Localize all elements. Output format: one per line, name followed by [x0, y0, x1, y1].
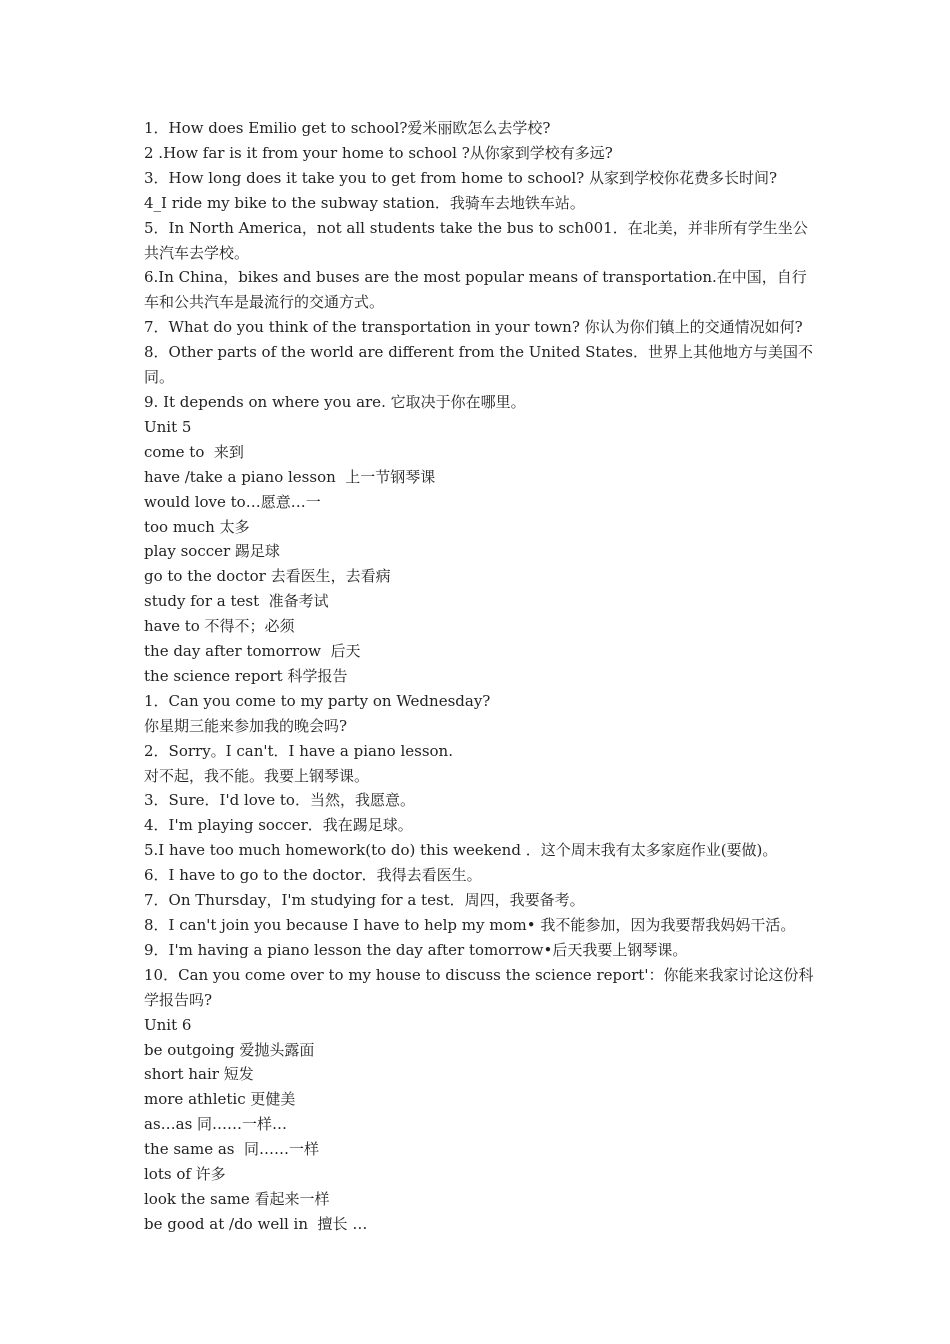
phrase-line: be outgoing 爱抛头露面	[144, 1040, 315, 1059]
sentence-line: 7．On Thursday，I'm studying for a test．周四，我要备考。	[144, 891, 585, 910]
phrase-line: have /take a piano lesson 上一节钢琴课	[144, 467, 436, 486]
unit-heading: Unit 6	[144, 1015, 192, 1034]
phrase-line: as…as 同……一样…	[144, 1115, 288, 1134]
sentence-line: 2 .How far is it from your home to school ?从你家到学校有多远?	[144, 143, 613, 162]
phrase-line: lots of 许多	[144, 1165, 226, 1184]
phrase-line: too much 太多	[144, 517, 250, 536]
sentence-line: 2．Sorry。I can't．I have a piano lesson.	[144, 741, 453, 760]
unit-heading: Unit 5	[144, 417, 192, 436]
phrase-line: more athletic 更健美	[144, 1090, 296, 1109]
translation-line: 对不起，我不能。我要上钢琴课。	[144, 766, 370, 785]
sentence-line: 3．How long does it take you to get from home to school? 从家到学校你花费多长时间?	[144, 168, 778, 187]
phrase-line: have to 不得不；必须	[144, 617, 295, 636]
sentence-line: 5．In North America，not all students take the bus to sch001．在北美，并非所有学生坐公共汽车去学校。	[144, 218, 808, 262]
phrase-line: the day after tomorrow 后天	[144, 642, 361, 661]
phrase-line: look the same 看起来一样	[144, 1189, 330, 1208]
sentence-line: 6.In China，bikes and buses are the most popular means of transportation.在中国，自行车和公共汽车是最流行的交通方式。	[144, 268, 807, 312]
sentence-line: 3．Sure．I'd love to．当然，我愿意。	[144, 791, 415, 810]
phrase-line: would love to…愿意…一	[144, 492, 321, 511]
sentence-line: 8．I can't join you because I have to help my mom• 我不能参加，因为我要帮我妈妈干活。	[144, 916, 796, 934]
sentence-line: 5.I have too much homework(to do) this weekend ．这个周末我有太多家庭作业(要做)。	[144, 841, 778, 860]
document-page	[144, 116, 816, 1237]
phrase-line: go to the doctor 去看医生，去看病	[144, 567, 391, 586]
phrase-line: be good at /do well in 擅长 …	[144, 1214, 368, 1233]
sentence-line: 7．What do you think of the transportation in your town? 你认为你们镇上的交通情况如何?	[144, 318, 803, 337]
translation-line: 你星期三能来参加我的晚会吗?	[144, 716, 348, 735]
sentence-line: 8．Other parts of the world are different from the United States．世界上其他地方与美国不同。	[144, 343, 813, 387]
sentence-line: 6．I have to go to the doctor．我得去看医生。	[144, 866, 482, 885]
sentence-line: 10．Can you come over to my house to discuss the science report'：你能来我家讨论这份科学报告吗?	[144, 965, 814, 1009]
phrase-line: come to 来到	[144, 442, 244, 461]
sentence-line: 4_I ride my bike to the subway station．我骑车去地铁车站。	[144, 193, 585, 212]
phrase-line: the same as 同……一样	[144, 1140, 320, 1159]
sentence-line: 4．I'm playing soccer．我在踢足球。	[144, 816, 413, 835]
phrase-line: the science report 科学报告	[144, 666, 348, 685]
phrase-line: play soccer 踢足球	[144, 542, 280, 561]
sentence-line: 1．How does Emilio get to school?爱米丽欧怎么去学校?	[144, 119, 551, 137]
sentence-line: 9．I'm having a piano lesson the day after tomorrow•后天我要上钢琴课。	[144, 940, 688, 959]
sentence-line: 1．Can you come to my party on Wednesday?	[144, 691, 491, 710]
phrase-line: study for a test 准备考试	[144, 592, 329, 611]
phrase-line: short hair 短发	[144, 1065, 254, 1084]
sentence-line: 9. It depends on where you are. 它取决于你在哪里。	[144, 392, 526, 411]
